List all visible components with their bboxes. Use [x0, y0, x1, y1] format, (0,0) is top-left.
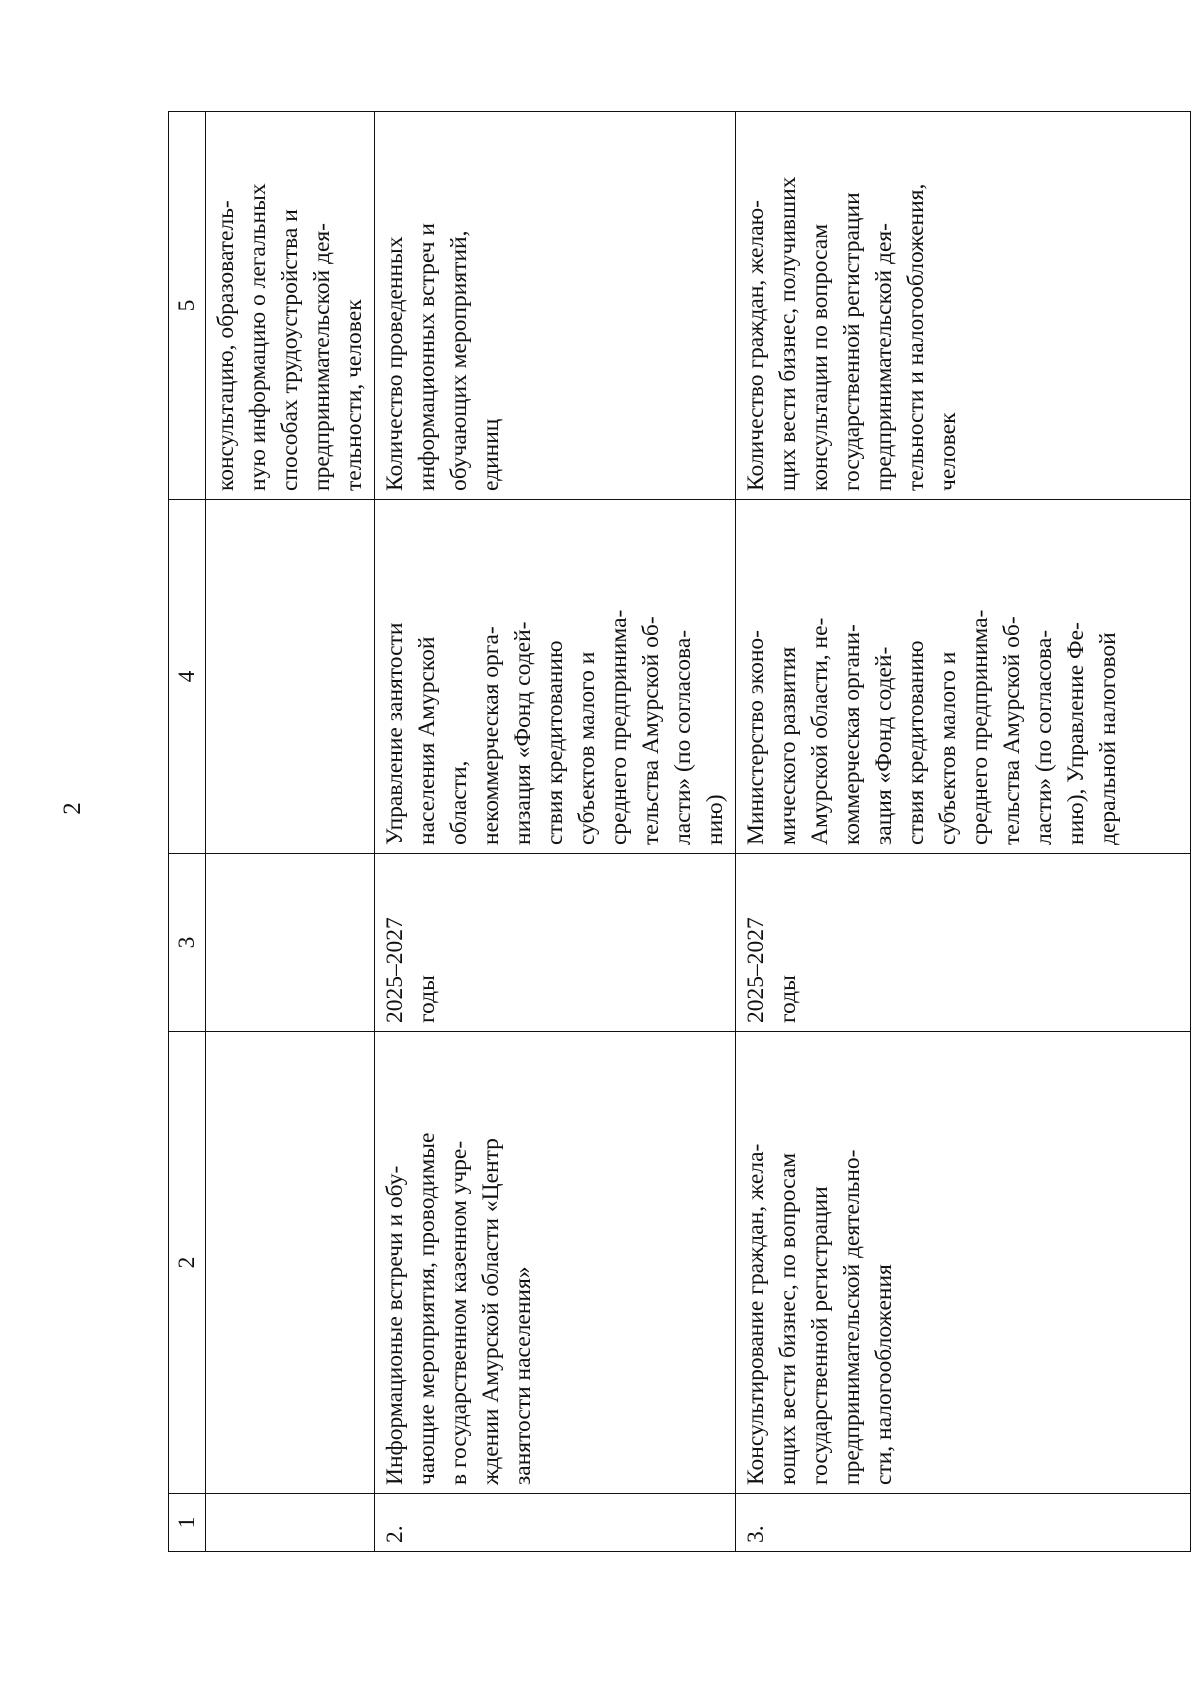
measure-cell — [736, 1032, 1191, 1494]
cell-line: информационных встреч и — [414, 223, 440, 491]
cell-line: занятости населения» — [510, 1266, 536, 1485]
period-cell — [375, 854, 736, 1032]
cell-line: населения Амурской — [414, 636, 440, 845]
executor-cell — [206, 500, 375, 854]
measures-table — [168, 111, 1191, 1552]
table-row — [206, 112, 375, 1552]
cell-line: в государственном казенном учре- — [446, 1140, 472, 1485]
cell-line: годы — [775, 975, 801, 1023]
cell-line: сти, налогообложения — [871, 1264, 897, 1485]
cell-line: Управление занятости — [382, 622, 408, 845]
cell-line: обучающих мероприятий, — [446, 230, 472, 491]
period-cell — [736, 854, 1191, 1032]
cell-line: субъектов малого и — [574, 651, 600, 845]
cell-line: ющих вести бизнес, по вопросам — [775, 1152, 801, 1485]
measure-cell — [206, 1032, 375, 1494]
row-number-cell: 2. — [375, 1494, 736, 1552]
cell-line: консультацию, образователь- — [213, 200, 239, 491]
row-number-cell — [206, 1494, 375, 1552]
cell-line: человек — [935, 412, 961, 491]
cell-line: Консультирование граждан, жела- — [743, 1143, 769, 1485]
cell-line: среднего предпринима- — [967, 609, 993, 845]
cell-line: консультации по вопросам — [807, 223, 833, 491]
cell-line: некоммерческая орга- — [478, 626, 504, 845]
period-cell — [206, 854, 375, 1032]
cell-line: мического развития — [775, 646, 801, 845]
cell-line: Количество граждан, желаю- — [743, 199, 769, 491]
cell-line: щих вести бизнес, получивших — [775, 176, 801, 491]
cell-line: чающие мероприятия, проводимые — [414, 1132, 440, 1485]
cell-line: среднего предпринима- — [606, 609, 632, 845]
cell-line: тельства Амурской об- — [999, 616, 1025, 845]
indicator-cell — [206, 112, 375, 500]
header-cell-3: 3 — [169, 854, 206, 1032]
cell-line: ную информацию о легальных — [245, 183, 271, 491]
cell-line: 2025–2027 — [743, 917, 769, 1023]
cell-line: нию) — [702, 794, 728, 845]
cell-line: государственной регистрации — [807, 1186, 833, 1485]
indicator-cell — [736, 112, 1191, 500]
executor-cell — [375, 500, 736, 854]
row-number-cell: 3. — [736, 1494, 1191, 1552]
cell-line: 2025–2027 — [382, 917, 408, 1023]
table-row — [736, 112, 1191, 1552]
cell-line: способах трудоустройства и — [277, 209, 303, 491]
cell-line: предпринимательской дея- — [871, 222, 897, 491]
cell-line: тельства Амурской об- — [638, 616, 664, 845]
header-cell-2: 2 — [169, 1032, 206, 1494]
cell-line: деральной налоговой — [1095, 632, 1121, 845]
cell-line: субъектов малого и — [935, 651, 961, 845]
cell-line: области, — [446, 760, 472, 845]
executor-cell — [736, 500, 1191, 854]
cell-line: Информационые встречи и обу- — [382, 1165, 408, 1485]
cell-line: предпринимательской деятельно- — [839, 1149, 865, 1485]
cell-line: единиц — [478, 418, 504, 491]
cell-line: тельности, человек — [341, 299, 367, 491]
cell-line: нию), Управление Фе- — [1063, 622, 1089, 845]
page-number: 2 — [58, 802, 86, 815]
cell-line: ствия кредитованию — [542, 640, 568, 845]
cell-line: зация «Фонд содей- — [871, 646, 897, 845]
cell-line: ствия кредитованию — [903, 640, 929, 845]
cell-line: тельности и налогообложения, — [903, 183, 929, 491]
table-rotation-wrapper — [168, 112, 1128, 1552]
cell-line: государственной регистрации — [839, 192, 865, 491]
header-cell-5: 5 — [169, 112, 206, 500]
cell-line: Министерство эконо- — [743, 630, 769, 845]
cell-line: ждении Амурской области «Центр — [478, 1138, 504, 1485]
cell-line: ласти» (по согласова- — [1031, 629, 1057, 845]
cell-line: низация «Фонд содей- — [510, 621, 536, 845]
table-row — [375, 112, 736, 1552]
header-cell-4: 4 — [169, 500, 206, 854]
cell-line: годы — [414, 975, 440, 1023]
header-cell-1: 1 — [169, 1494, 206, 1552]
cell-line: коммерческая органи- — [839, 624, 865, 845]
header-row — [169, 112, 206, 1552]
cell-line: Амурской области, не- — [807, 617, 833, 845]
cell-line: предпринимательской дея- — [309, 222, 335, 491]
measure-cell — [375, 1032, 736, 1494]
table-container — [168, 112, 1128, 1552]
cell-line: Количество проведенных — [382, 236, 408, 491]
cell-line: ласти» (по согласова- — [670, 629, 696, 845]
indicator-cell — [375, 112, 736, 500]
